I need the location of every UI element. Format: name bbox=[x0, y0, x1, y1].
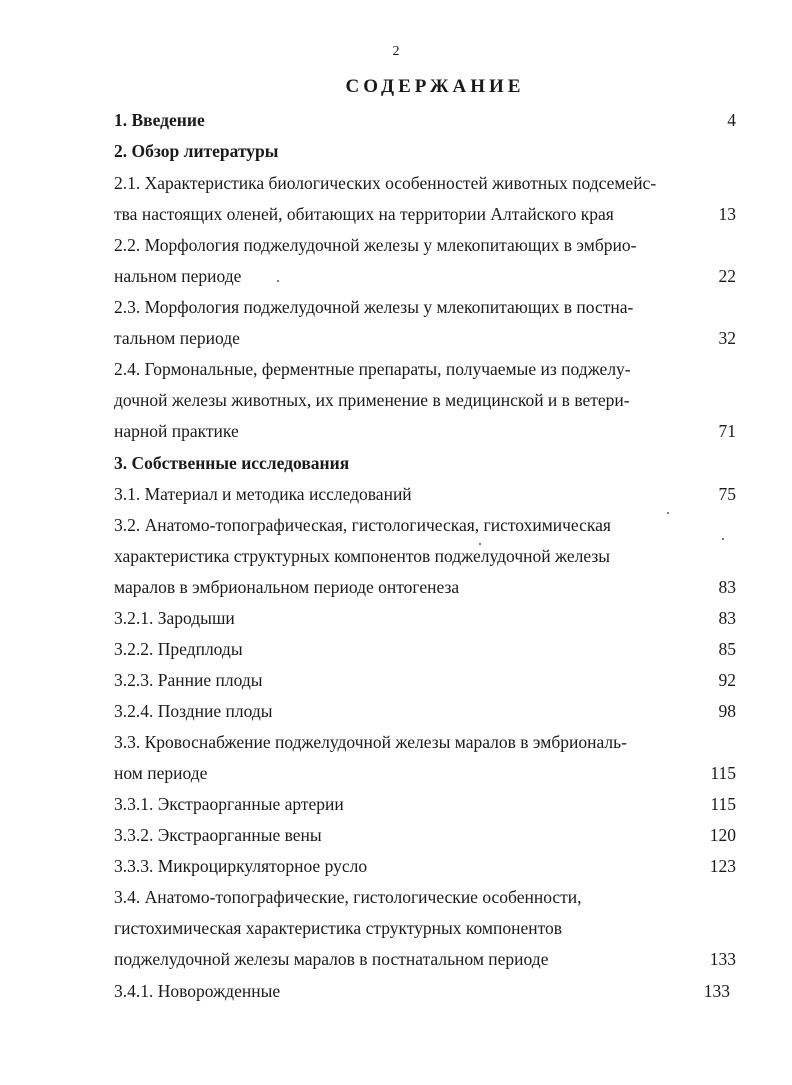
toc-entry-text: 3.2.3. Ранние плоды bbox=[114, 670, 263, 690]
toc-entry-page: 75 bbox=[718, 484, 736, 504]
toc-entry-page: 71 bbox=[718, 421, 736, 441]
toc-entry-page: 4 bbox=[727, 110, 736, 130]
toc-entry-page: 92 bbox=[718, 670, 736, 690]
toc-entry-text: тва настоящих оленей, обитающих на территории Алтайского края bbox=[114, 204, 614, 224]
toc-entry-text: характеристика структурных компонентов поджелудочной железы bbox=[114, 546, 611, 566]
toc-entry-text: 3.2.1. Зародыши bbox=[114, 608, 235, 628]
toc-entry-text: 3.2.2. Предплоды bbox=[114, 639, 243, 659]
toc-entry-text: ном периоде bbox=[114, 763, 208, 783]
scan-speck bbox=[277, 280, 279, 282]
toc-entry-text: 3. Собственные исследования bbox=[114, 453, 350, 473]
toc-entry-text: 3.4. Анатомо-топографические, гистологические особенности, bbox=[114, 887, 582, 907]
toc-entry-text: нальном периоде bbox=[114, 266, 242, 286]
toc-entry-text: 3.2. Анатомо-топографическая, гистологическая, гистохимическая bbox=[114, 515, 611, 535]
page-number: 2 bbox=[392, 44, 400, 59]
toc-entry-page: 32 bbox=[718, 328, 736, 348]
toc-entry-text: 3.3. Кровоснабжение поджелудочной железы маралов в эмбриональ- bbox=[114, 732, 627, 752]
toc-entry-text: 3.3.3. Микроциркуляторное русло bbox=[114, 856, 368, 876]
toc-entry-text: гистохимическая характеристика структурных компонентов bbox=[114, 918, 563, 938]
toc-entry-text: 1. Введение bbox=[114, 110, 205, 130]
scan-speck bbox=[722, 538, 724, 540]
toc-entry-text: 2.3. Морфология поджелудочной железы у млекопитающих в постна- bbox=[114, 297, 634, 317]
toc-entry-text: маралов в эмбриональном периоде онтогенеза bbox=[114, 577, 460, 597]
toc-entry-page: 85 bbox=[718, 639, 736, 659]
toc-entry-page: 123 bbox=[709, 856, 736, 876]
toc-entry-page: 83 bbox=[718, 608, 736, 628]
toc-entry-text: 2.2. Морфология поджелудочной железы у млекопитающих в эмбрио- bbox=[114, 235, 637, 255]
toc-entry-page: 120 bbox=[709, 825, 736, 845]
toc-entry-page: 22 bbox=[718, 266, 736, 286]
toc-entry-text: 3.3.1. Экстраорганные артерии bbox=[114, 794, 344, 814]
toc-entry-text: 2.4. Гормональные, ферментные препараты, получаемые из поджелу- bbox=[114, 359, 631, 379]
toc-entry-text: нарной практике bbox=[114, 421, 239, 441]
toc-entry-text: 3.2.4. Поздние плоды bbox=[114, 701, 273, 721]
toc-entry-page: 98 bbox=[718, 701, 736, 721]
toc-entry-page: 133 bbox=[709, 949, 736, 969]
toc-entry-text: дочной железы животных, их применение в медицинской и в ветери- bbox=[114, 390, 630, 410]
toc-title: СОДЕРЖАНИЕ bbox=[345, 76, 525, 97]
toc-entry-page: 115 bbox=[710, 794, 736, 814]
toc-entry-text: 3.4.1. Новорожденные bbox=[114, 981, 281, 1001]
toc-entry-page: 115 bbox=[710, 763, 736, 783]
toc-entry-text: 3.1. Материал и методика исследований bbox=[114, 484, 412, 504]
toc-entry-text: 3.3.2. Экстраорганные вены bbox=[114, 825, 322, 845]
toc-entry-text: 2. Обзор литературы bbox=[114, 141, 279, 161]
toc-entry-text: 2.1. Характеристика биологических особенностей животных подсемейс- bbox=[114, 173, 657, 193]
toc-entry-page: 133 bbox=[703, 981, 730, 1001]
toc-entry-text: поджелудочной железы маралов в постнатальном периоде bbox=[114, 949, 549, 969]
toc-entry-text: тальном периоде bbox=[114, 328, 240, 348]
scan-speck bbox=[479, 543, 481, 545]
toc-entry-page: 83 bbox=[718, 577, 736, 597]
scan-speck bbox=[667, 512, 669, 514]
toc-entry-page: 13 bbox=[718, 204, 736, 224]
